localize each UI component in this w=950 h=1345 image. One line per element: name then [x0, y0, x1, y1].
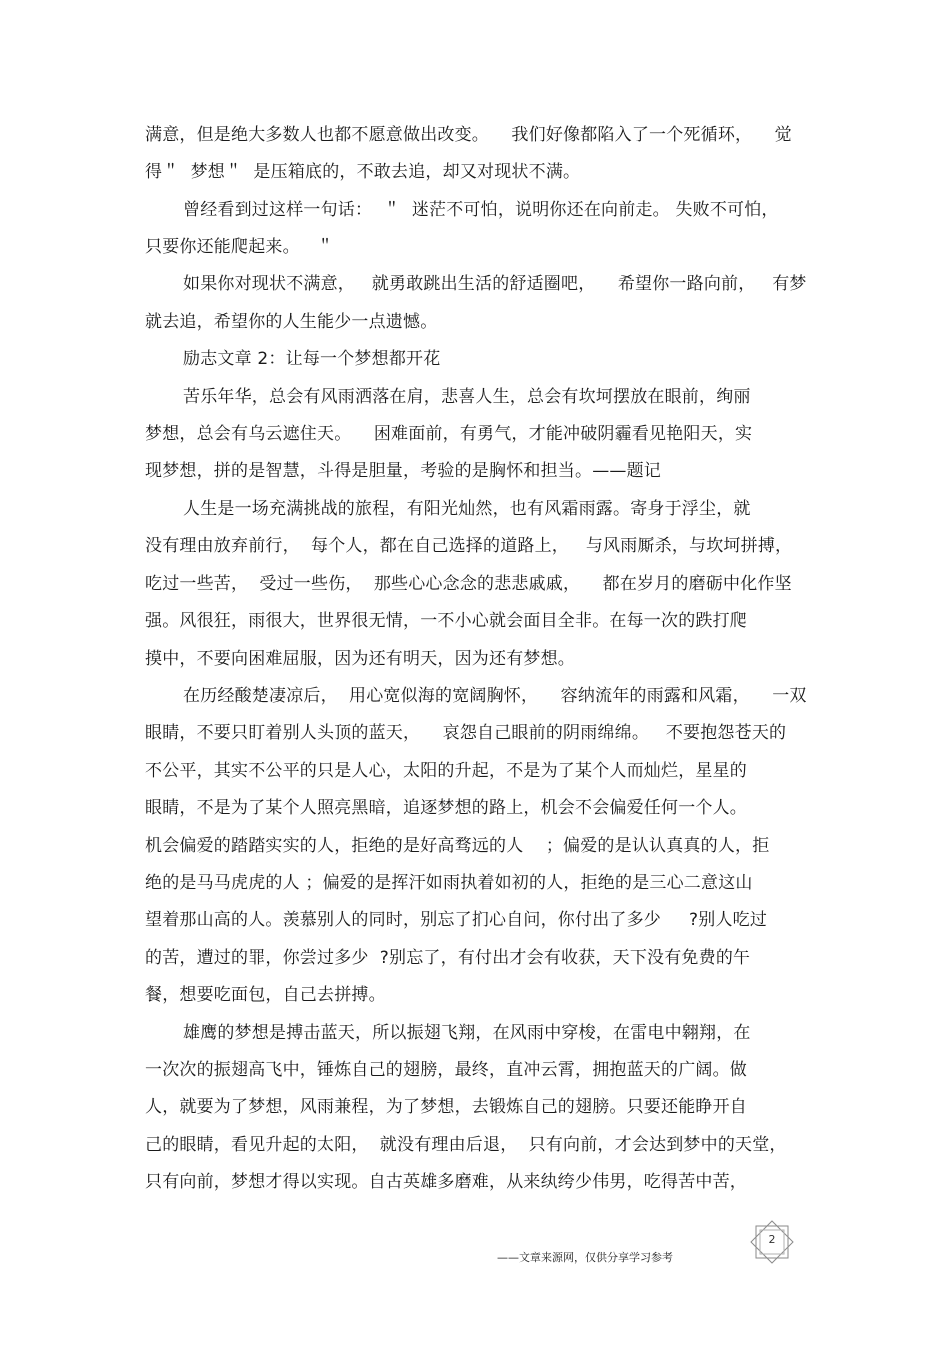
text-line: 只有向前，梦想才得以实现。自古英雄多磨难，从来纨绔少伟男，吃得苦中苦，	[145, 1172, 747, 1192]
text-line: 满意，但是绝大多数人也都不愿意做出改变。 我们好像都陷入了一个死循环， 觉	[145, 125, 792, 145]
text-line: 摸中，不要向困难屈服，因为还有明天，因为还有梦想。	[145, 649, 575, 669]
text-line: 苦乐年华，总会有风雨洒落在肩，悲喜人生，总会有坎坷摆放在眼前，绚丽	[183, 387, 751, 407]
text-line: 眼睛，不是为了某个人照亮黑暗，追逐梦想的路上，机会不会偏爱任何一个人。	[145, 798, 747, 818]
page-number-badge	[748, 1220, 796, 1264]
text-line: 现梦想，拼的是智慧，斗得是胆量，考验的是胸怀和担当。——题记	[145, 461, 661, 481]
text-line: 人，就要为了梦想，风雨兼程，为了梦想，去锻炼自己的翅膀。只要还能睁开自	[145, 1097, 747, 1117]
text-line: 在历经酸楚凄凉后， 用心宽似海的宽阔胸怀， 容纳流年的雨露和风霜， 一双	[183, 686, 807, 706]
text-line: 梦想，总会有乌云遮住天。 困难面前，有勇气，才能冲破阴霾看见艳阳天，实	[145, 424, 753, 444]
text-line: 雄鹰的梦想是搏击蓝天，所以振翅飞翔，在风雨中穿梭，在雷电中翱翔，在	[183, 1023, 751, 1043]
text-line: 望着那山高的人。羡慕别人的同时，别忘了扪心自问，你付出了多少 ?别人吃过	[145, 910, 768, 930]
text-line: 曾经看到过这样一句话： ＂ 迷茫不可怕，说明你还在向前走。 失败不可怕，	[183, 200, 779, 220]
text-line: 就去追，希望你的人生能少一点遗憾。	[145, 312, 438, 332]
text-line: 吃过一些苦， 受过一些伤， 那些心心念念的悲悲戚戚， 都在岁月的磨砺中化作坚	[145, 574, 792, 594]
text-line: 强。风很狂，雨很大，世界很无情，一不小心就会面目全非。在每一次的跌打爬	[145, 611, 747, 631]
text-line: 餐，想要吃面包，自己去拼搏。	[145, 985, 386, 1005]
text-line: 不公平，其实不公平的只是人心，太阳的升起，不是为了某个人而灿烂，星星的	[145, 761, 747, 781]
text-line: 没有理由放弃前行， 每个人，都在自己选择的道路上， 与风雨厮杀，与坎坷拼搏，	[145, 536, 793, 556]
text-line: 只要你还能爬起来。 ＂	[145, 237, 334, 257]
text-line: 得＂ 梦想＂ 是压箱底的，不敢去追，却又对现状不满。	[145, 162, 581, 182]
text-line: 绝的是马马虎虎的人 ；偏爱的是挥汗如雨执着如初的人，拒绝的是三心二意这山	[145, 873, 753, 893]
footer-source-note: ——文章来源网，仅供分享学习参考	[497, 1251, 673, 1264]
article-heading: 励志文章 2：让每一个梦想都开花	[183, 349, 441, 369]
text-line: 机会偏爱的踏踏实实的人，拒绝的是好高骛远的人 ；偏爱的是认认真真的人，拒	[145, 836, 770, 856]
page-number: 2	[768, 1233, 776, 1246]
text-line: 人生是一场充满挑战的旅程，有阳光灿然，也有风霜雨露。寄身于浮尘，就	[183, 499, 751, 519]
text-line: 眼睛，不要只盯着别人头顶的蓝天， 哀怨自己眼前的阴雨绵绵。 不要抱怨苍天的	[145, 723, 787, 743]
text-line: 如果你对现状不满意， 就勇敢跳出生活的舒适圈吧， 希望你一路向前， 有梦	[183, 274, 807, 294]
text-line: 的苦，遭过的罪，你尝过多少 ?别忘了，有付出才会有收获，天下没有免费的午	[145, 948, 751, 968]
text-line: 一次次的振翅高飞中，锤炼自己的翅膀，最终，直冲云霄，拥抱蓝天的广阔。做	[145, 1060, 747, 1080]
text-line: 己的眼睛，看见升起的太阳， 就没有理由后退， 只有向前，才会达到梦中的天堂，	[145, 1135, 787, 1155]
